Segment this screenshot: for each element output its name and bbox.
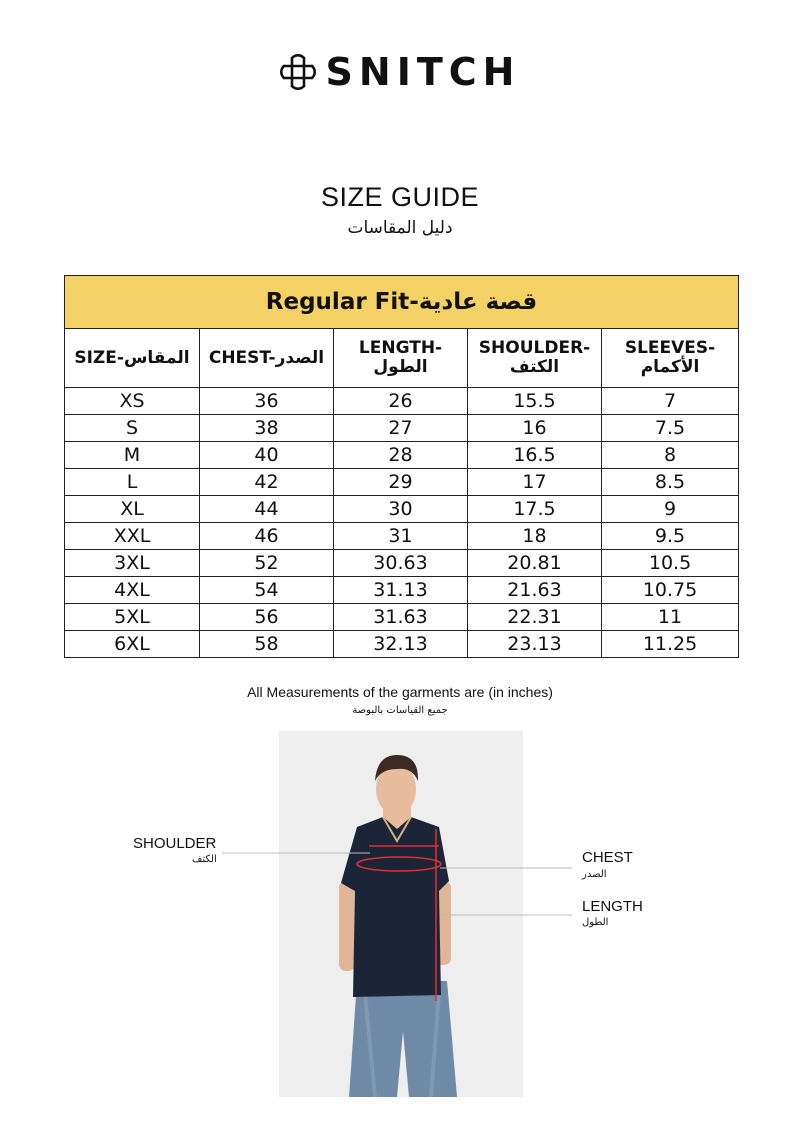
table-cell: 10.75: [602, 577, 739, 604]
table-cell: 21.63: [468, 577, 602, 604]
measurement-note-arabic: جميع القياسات بالبوصة: [352, 705, 448, 716]
page-title: SIZE GUIDE: [320, 182, 480, 212]
page-subtitle-arabic: دليل المقاسات: [347, 218, 453, 238]
table-cell: 3XL: [65, 550, 200, 577]
table-cell: 58: [200, 631, 334, 658]
table-cell: 31.13: [334, 577, 468, 604]
table-cell: 42: [200, 469, 334, 496]
table-cell: L: [65, 469, 200, 496]
column-header-line1: SIZE-المقاس: [74, 347, 190, 368]
column-header-line2: الكتف: [509, 357, 560, 377]
table-cell: 17.5: [468, 496, 602, 523]
table-cell: 20.81: [468, 550, 602, 577]
fit-label: Regular Fit-قصة عادية: [65, 276, 739, 329]
table-cell: 16: [468, 415, 602, 442]
column-header-line1: CHEST-الصدر: [208, 347, 325, 368]
table-cell: 5XL: [65, 604, 200, 631]
table-cell: 56: [200, 604, 334, 631]
table-cell: 31: [334, 523, 468, 550]
table-cell: S: [65, 415, 200, 442]
table-cell: 52: [200, 550, 334, 577]
table-cell: XL: [65, 496, 200, 523]
table-cell: 8: [602, 442, 739, 469]
chest-label: CHEST: [582, 849, 633, 866]
table-cell: 11: [602, 604, 739, 631]
table-cell: 10.5: [602, 550, 739, 577]
length-label-arabic: الطول: [582, 917, 609, 928]
table-cell: 9: [602, 496, 739, 523]
table-cell: XXL: [65, 523, 200, 550]
table-cell: 4XL: [65, 577, 200, 604]
table-cell: 7.5: [602, 415, 739, 442]
table-cell: 29: [334, 469, 468, 496]
table-cell: XS: [65, 388, 200, 415]
table-cell: 28: [334, 442, 468, 469]
table-cell: 11.25: [602, 631, 739, 658]
table-cell: 30: [334, 496, 468, 523]
table-cell: 16.5: [468, 442, 602, 469]
column-header-line1: LENGTH-الطول: [358, 338, 443, 377]
table-cell: 7: [602, 388, 739, 415]
length-label: LENGTH: [582, 898, 643, 915]
table-cell: 38: [200, 415, 334, 442]
shoulder-label: SHOULDER: [133, 835, 217, 852]
table-cell: 46: [200, 523, 334, 550]
table-cell: 54: [200, 577, 334, 604]
column-header-line1: SLEEVES-: [624, 338, 716, 358]
shoulder-label-arabic: الكتف: [192, 854, 217, 865]
table-cell: 40: [200, 442, 334, 469]
table-cell: 22.31: [468, 604, 602, 631]
table-cell: 8.5: [602, 469, 739, 496]
table-cell: 27: [334, 415, 468, 442]
table-cell: 23.13: [468, 631, 602, 658]
column-header-line1: SHOULDER-: [478, 338, 591, 358]
column-header-line2: الأكمام: [640, 357, 700, 377]
measurement-note: All Measurements of the garments are (in inches): [247, 684, 553, 700]
table-cell: 31.63: [334, 604, 468, 631]
table-cell: 44: [200, 496, 334, 523]
table-cell: 30.63: [334, 550, 468, 577]
table-cell: 26: [334, 388, 468, 415]
table-cell: 6XL: [65, 631, 200, 658]
chest-label-arabic: الصدر: [582, 869, 607, 880]
table-cell: 32.13: [334, 631, 468, 658]
table-cell: 15.5: [468, 388, 602, 415]
table-cell: 9.5: [602, 523, 739, 550]
table-cell: M: [65, 442, 200, 469]
brand-name: SNITCH: [325, 50, 521, 94]
table-cell: 18: [468, 523, 602, 550]
table-cell: 36: [200, 388, 334, 415]
table-cell: 17: [468, 469, 602, 496]
